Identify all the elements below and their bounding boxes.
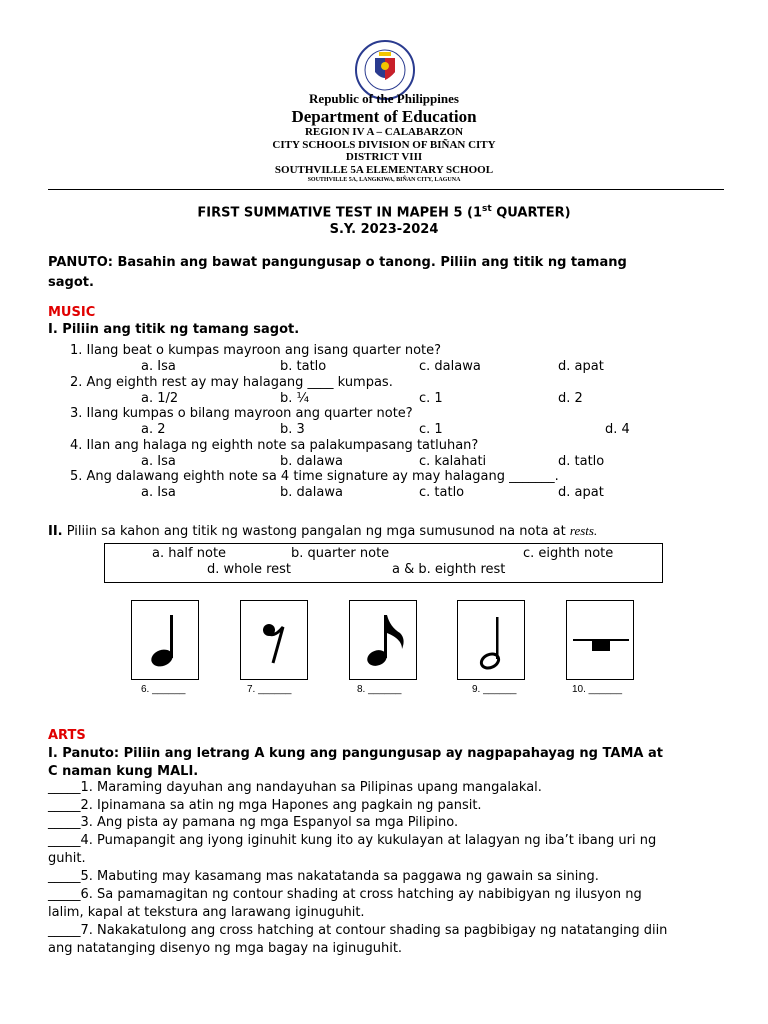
blank-item-7[interactable]: 7. ______ <box>247 684 292 695</box>
q4-option-a: a. Isa <box>141 454 176 469</box>
q1-option-d: d. apat <box>558 359 604 374</box>
test-title: FIRST SUMMATIVE TEST IN MAPEH 5 (1st QUARTER) <box>197 204 571 221</box>
arts-item-1: _____1. Maraming dayuhan ang nandayuhan sa Pilipinas upang mangalakal. <box>48 780 542 795</box>
music-heading: MUSIC <box>48 305 96 320</box>
arts-instruction-line2: C naman kung MALI. <box>48 764 199 779</box>
card-item-6 <box>131 600 199 680</box>
school-year: S.Y. 2023-2024 <box>329 222 439 237</box>
q3-option-d: d. 4 <box>605 422 630 437</box>
arts-item-7-cont: ang natatanging disenyo ng mga bagay na iginuguhit. <box>48 941 403 956</box>
choice-whole-rest: d. whole rest <box>207 562 292 577</box>
quarter-note-icon <box>132 601 197 678</box>
q1-option-b: b. tatlo <box>280 359 327 374</box>
arts-item-4-cont: guhit. <box>48 851 86 866</box>
blank-item-8[interactable]: 8. ______ <box>357 684 402 695</box>
q2-option-c: c. 1 <box>419 391 443 406</box>
choice-eighth-note: c. eighth note <box>523 546 614 561</box>
arts-heading: ARTS <box>48 728 86 743</box>
card-item-9 <box>457 600 525 680</box>
blank-item-10[interactable]: 10. ______ <box>572 684 623 695</box>
question-3: 3. Ilang kumpas o bilang mayroon ang quarter note? <box>70 406 413 421</box>
header-divider <box>48 189 724 190</box>
q4-option-b: b. dalawa <box>280 454 343 469</box>
q5-option-b: b. dalawa <box>280 485 343 500</box>
music-part1-title: I. Piliin ang titik ng tamang sagot. <box>48 322 300 337</box>
arts-item-6: _____6. Sa pamamagitan ng contour shading at cross hatching ay nabibigyan ng ilusyon ng <box>48 887 642 902</box>
q1-option-a: a. Isa <box>141 359 176 374</box>
header-district: DISTRICT VIII <box>345 151 423 163</box>
question-1: 1. Ilang beat o kumpas mayroon ang isang quarter note? <box>70 343 442 358</box>
panuto-line1: PANUTO: Basahin ang bawat pangungusap o tanong. Piliin ang titik ng tamang <box>48 255 627 270</box>
q1-option-c: c. dalawa <box>419 359 481 374</box>
choice-half-note: a. half note <box>152 546 227 561</box>
arts-item-3: _____3. Ang pista ay pamana ng mga Espanyol sa mga Pilipino. <box>48 815 459 830</box>
panuto-line2: sagot. <box>48 275 94 290</box>
q2-option-a: a. 1/2 <box>141 391 179 406</box>
blank-item-9[interactable]: 9. ______ <box>472 684 517 695</box>
eighth-rest-icon <box>241 601 306 678</box>
q2-option-b: b. ¼ <box>280 391 310 406</box>
choice-eighth-rest: a & b. eighth rest <box>392 562 506 577</box>
card-item-7 <box>240 600 308 680</box>
music-part2-instruction: II. Piliin sa kahon ang titik ng wastong pangalan ng mga sumusunod na nota at rests. <box>48 523 598 539</box>
header-region: REGION IV A – CALABARZON <box>304 126 464 138</box>
question-5: 5. Ang dalawang eighth note sa 4 time signature ay may halagang _______. <box>70 469 559 484</box>
arts-item-6-cont: lalim, kapal at tekstura ang larawang iginuguhit. <box>48 905 365 920</box>
q4-option-c: c. kalahati <box>419 454 487 469</box>
q2-option-d: d. 2 <box>558 391 583 406</box>
q5-option-d: d. apat <box>558 485 604 500</box>
card-item-8 <box>349 600 417 680</box>
header-republic: Republic of the Philippines <box>309 91 459 106</box>
q4-option-d: d. tatlo <box>558 454 605 469</box>
header-address: SOUTHVILLE 5A, LANGKIWA, BIÑAN CITY, LAGUNA <box>307 177 461 183</box>
card-item-10 <box>566 600 634 680</box>
question-2: 2. Ang eighth rest ay may halagang ____ kumpas. <box>70 375 393 390</box>
eighth-note-icon <box>350 601 415 678</box>
arts-item-4: _____4. Pumapangit ang iyong iginuhit kung ito ay kukulayan at lalagyan ng iba’t ibang uri ng <box>48 833 657 848</box>
arts-item-2: _____2. Ipinamana sa atin ng mga Hapones ang pagkain ng pansit. <box>48 798 482 813</box>
q5-option-c: c. tatlo <box>419 485 465 500</box>
choice-quarter-note: b. quarter note <box>291 546 390 561</box>
whole-rest-icon <box>567 601 632 678</box>
arts-item-7: _____7. Nakakatulong ang cross hatching at contour shading sa pagbibigay ng natatanging diin <box>48 923 668 938</box>
header-school: SOUTHVILLE 5A ELEMENTARY SCHOOL <box>274 164 494 176</box>
blank-item-6[interactable]: 6. ______ <box>141 684 186 695</box>
half-note-icon <box>458 601 523 678</box>
q3-option-c: c. 1 <box>419 422 443 437</box>
q3-option-a: a. 2 <box>141 422 166 437</box>
q5-option-a: a. Isa <box>141 485 176 500</box>
arts-instruction-line1: I. Panuto: Piliin ang letrang A kung ang pangungusap ay nagpapahayag ng TAMA at <box>48 746 663 761</box>
question-4: 4. Ilan ang halaga ng eighth note sa palakumpasang tatluhan? <box>70 438 479 453</box>
header-division: CITY SCHOOLS DIVISION OF BIÑAN CITY <box>272 139 496 151</box>
q3-option-b: b. 3 <box>280 422 305 437</box>
arts-item-5: _____5. Mabuting may kasamang mas nakatatanda sa paggawa ng gawain sa sining. <box>48 869 599 884</box>
header-department: Department of Education <box>291 107 477 126</box>
